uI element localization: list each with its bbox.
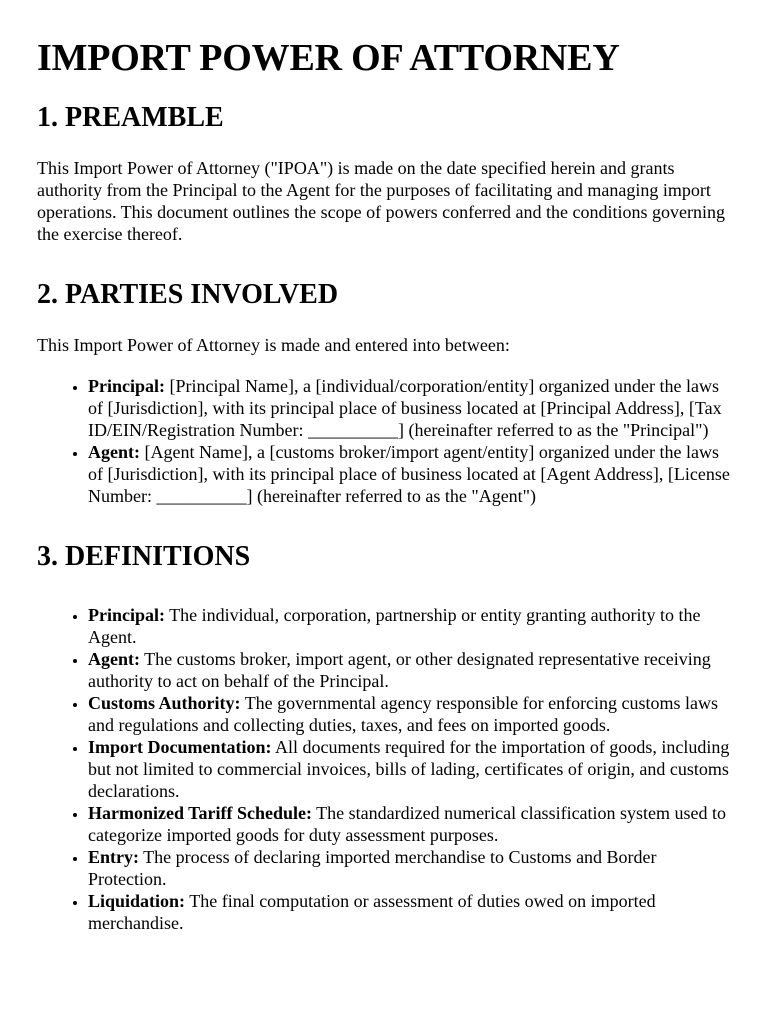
term-label: Entry: (88, 847, 139, 867)
definition-item-principal (88, 604, 734, 648)
definitions-list (37, 604, 734, 934)
term-description: The standardized numerical classification system used to categorize imported goods for duty assessment purposes. (88, 803, 727, 845)
term-label: Customs Authority: (88, 693, 241, 713)
term-description: The governmental agency responsible for enforcing customs laws and regulations and collecting duties, taxes, and fees on imported goods. (88, 693, 719, 735)
list-item-agent-party (88, 441, 734, 507)
definition-item-harmonized-tariff-schedule (88, 802, 734, 846)
term-label: Agent: (88, 649, 140, 669)
definition-item-entry (88, 846, 734, 890)
term-description: [Agent Name], a [customs broker/import agent/entity] organized under the laws of [Jurisdiction], with its principal place of business located at [Agent Address], [License Number: __________] (hereinafter referred to as the "Agent") (88, 442, 730, 506)
term-description: The final computation or assessment of duties owed on imported merchandise. (88, 891, 656, 933)
term-label: Liquidation: (88, 891, 186, 911)
section-heading-preamble: 1. PREAMBLE (37, 102, 224, 133)
term-label: Agent: (88, 442, 140, 462)
section-heading-parties: 2. PARTIES INVOLVED (37, 279, 339, 310)
document-title: IMPORT POWER OF ATTORNEY (37, 37, 620, 79)
definition-item-agent (88, 648, 734, 692)
parties-list (37, 375, 734, 507)
term-description: All documents required for the importation of goods, including but not limited to commercial invoices, bills of lading, certificates of origin, and customs declarations. (88, 737, 730, 801)
definition-item-customs-authority (88, 692, 734, 736)
term-label: Import Documentation: (88, 737, 272, 757)
term-label: Principal: (88, 605, 165, 625)
definition-item-liquidation (88, 890, 734, 934)
term-description: [Principal Name], a [individual/corporation/entity] organized under the laws of [Jurisdiction], with its principal place of business located at [Principal Address], [Tax ID/EIN/Registration Number: __________] (hereinafter referred to as the "Principal") (88, 376, 722, 440)
term-description: The individual, corporation, partnership or entity granting authority to the Agent. (88, 605, 701, 647)
list-item-principal-party (88, 375, 734, 441)
parties-intro-paragraph: This Import Power of Attorney is made and entered into between: (37, 335, 510, 355)
term-label: Principal: (88, 376, 165, 396)
term-description: The customs broker, import agent, or other designated representative receiving authority to act on behalf of the Principal. (88, 649, 711, 691)
definition-item-import-documentation (88, 736, 734, 802)
term-label: Harmonized Tariff Schedule: (88, 803, 312, 823)
term-description: The process of declaring imported merchandise to Customs and Border Protection. (88, 847, 657, 889)
preamble-paragraph: This Import Power of Attorney ("IPOA") is made on the date specified herein and grants authority from the Principal to the Agent for the purposes of facilitating and managing import operations. This document outlines the scope of powers conferred and the conditions governing the exercise thereof. (37, 158, 725, 244)
section-heading-definitions: 3. DEFINITIONS (37, 541, 251, 572)
